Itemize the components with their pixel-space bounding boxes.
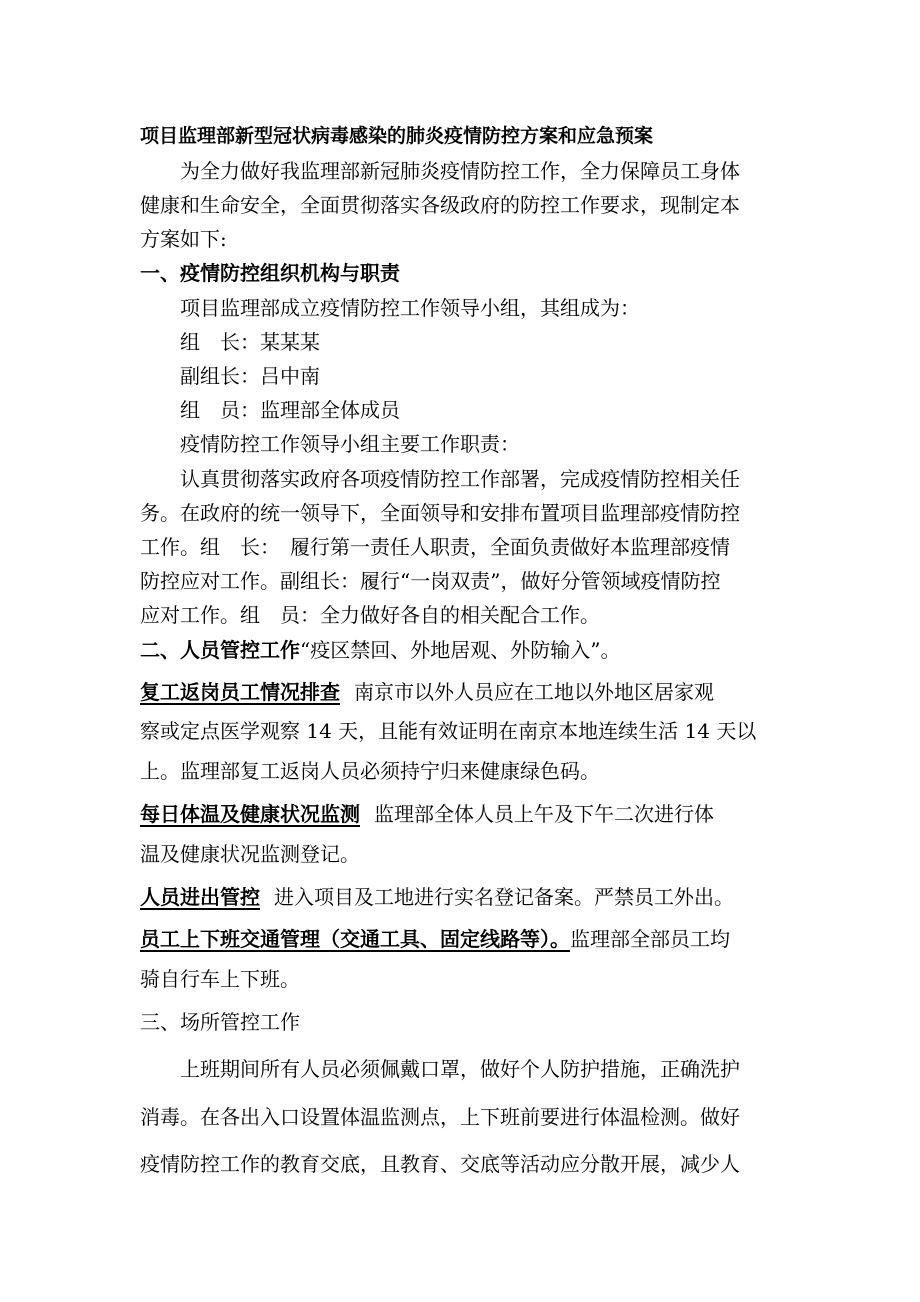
section-heading: 一、疫情防控组织机构与职责 bbox=[140, 261, 400, 285]
item-text: 南京市以外人员应在工地以外地区居家观 bbox=[354, 680, 714, 704]
item-text: 上。监理部复工返岗人员必须持宁归来健康绿色码。 bbox=[140, 759, 600, 783]
intro-line: 方案如下: bbox=[140, 227, 227, 251]
item-text: 监理部全部员工均 bbox=[570, 927, 730, 951]
item-term: 复工返岗员工情况排查 bbox=[140, 680, 340, 704]
section3-line: 消毒。在各出入口设置体温监测点，上下班前要进行体温检测。做好 bbox=[140, 1105, 740, 1129]
member-line: 组 员：监理部全体成员 bbox=[180, 398, 400, 422]
item-text: 监理部全体人员上午及下午二次进行体 bbox=[374, 802, 714, 826]
leader-line: 组 长：某某某 bbox=[180, 330, 320, 354]
item-term: 每日体温及健康状况监测 bbox=[140, 802, 360, 826]
duties-line: 防控应对工作。副组长：履行“一岗双责”，做好分管领域疫情防控 bbox=[140, 569, 721, 593]
item-row bbox=[140, 800, 785, 828]
duties-line: 工作。组 长： 履行第一责任人职责，全面负责做好本监理部疫情 bbox=[140, 535, 730, 559]
section-heading: 二、人员管控工作 bbox=[140, 638, 300, 662]
duties-line: 务。在政府的统一领导下，全面领导和安排布置项目监理部疫情防控 bbox=[140, 501, 740, 525]
section3-line: 疫情防控工作的教育交底，且教育、交底等活动应分散开展，减少人 bbox=[140, 1152, 740, 1176]
item-text: 温及健康状况监测登记。 bbox=[140, 842, 360, 866]
duties-heading: 疫情防控工作领导小组主要工作职责： bbox=[180, 432, 520, 456]
item-term: 员工上下班交通管理（交通工具、固定线路等）。 bbox=[140, 927, 570, 951]
document-title: 项目监理部新型冠状病毒感染的肺炎疫情防控方案和应急预案 bbox=[140, 125, 654, 147]
item-row bbox=[140, 678, 785, 706]
duties-line: 认真贯彻落实政府各项疫情防控工作部署，完成疫情防控相关任 bbox=[180, 467, 740, 491]
item-text: 进入项目及工地进行实名登记备案。严禁员工外出。 bbox=[274, 885, 734, 909]
item-text: 察或定点医学观察 14 天，且能有效证明在南京本地连续生活 14 天以 bbox=[140, 719, 757, 743]
item-term: 人员进出管控 bbox=[140, 885, 260, 909]
deputy-line: 副组长：吕中南 bbox=[180, 364, 320, 388]
item-text: 骑自行车上下班。 bbox=[140, 967, 300, 991]
section-heading-row bbox=[140, 636, 785, 664]
section3-line: 上班期间所有人员必须佩戴口罩，做好个人防护措施，正确洗护 bbox=[180, 1057, 740, 1081]
duties-line: 应对工作。组 员：全力做好各自的相关配合工作。 bbox=[140, 603, 600, 627]
org-lead-text: 项目监理部成立疫情防控工作领导小组，其组成为： bbox=[180, 296, 640, 320]
section-heading-suffix: “疫区禁回、外地居观、外防输入”。 bbox=[300, 638, 621, 662]
item-row bbox=[140, 883, 785, 911]
section-heading: 三、场所管控工作 bbox=[140, 1010, 300, 1034]
intro-line: 健康和生命安全，全面贯彻落实各级政府的防控工作要求，现制定本 bbox=[140, 193, 740, 217]
intro-line: 为全力做好我监理部新冠肺炎疫情防控工作，全力保障员工身体 bbox=[180, 159, 740, 183]
item-row bbox=[140, 925, 785, 953]
